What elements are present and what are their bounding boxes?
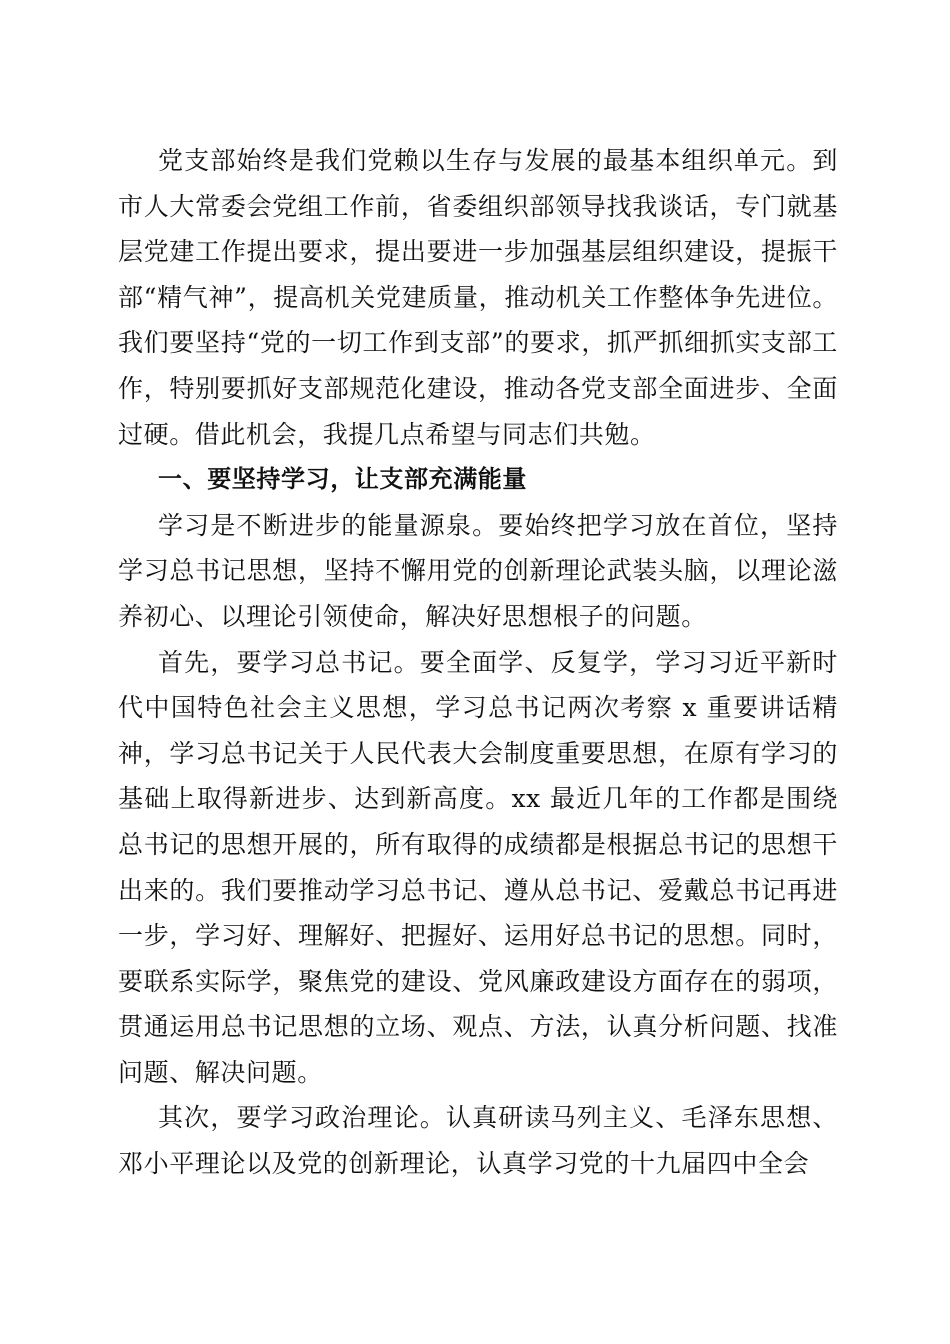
section-heading-1: 一、要坚持学习，让支部充满能量 bbox=[158, 465, 527, 494]
body-paragraph-intro: 党支部始终是我们党赖以生存与发展的最基本组织单元。到市人大常委会党组工作前，省委组织部领导找我谈话，专门就基层党建工作提出要求，提出要进一步加强基层组织建设，提振干部“精气神”，提高机关党建质量，推动机关工作整体争先进位。我们要坚持“党的一切工作到支部”的要求，抓严抓细抓实支部工作，特别要抓好支部规范化建设，推动各党支部全面进步、全面过硬。借此机会，我提几点希望与同志们共勉。 bbox=[118, 146, 838, 449]
body-paragraph-first: 首先，要学习总书记。要全面学、反复学，学习习近平新时代中国特色社会主义思想，学习总书记两次考察 x 重要讲话精神，学习总书记关于人民代表大会制度重要思想，在原有学习的基础上取得新进步、达到新高度。xx 最近几年的工作都是围绕总书记的思想开展的，所有取得的成绩都是根据总书记的思想干出来的。我们要推动学习总书记、遵从总书记、爱戴总书记再进一步，学习好、理解好、把握好、运用好总书记的思想。同时，要联系实际学，聚焦党的建设、党风廉政建设方面存在的弱项，贯通运用总书记思想的立场、观点、方法，认真分析问题、找准问题、解决问题。 bbox=[118, 647, 838, 1087]
body-paragraph-learning: 学习是不断进步的能量源泉。要始终把学习放在首位，坚持学习总书记思想，坚持不懈用党的创新理论武装头脑，以理论滋养初心、以理论引领使命，解决好思想根子的问题。 bbox=[118, 510, 838, 631]
document-page bbox=[118, 138, 838, 1187]
body-paragraph-second: 其次，要学习政治理论。认真研读马列主义、毛泽东思想、邓小平理论以及党的创新理论，认真学习党的十九届四中全会 bbox=[118, 1103, 838, 1179]
